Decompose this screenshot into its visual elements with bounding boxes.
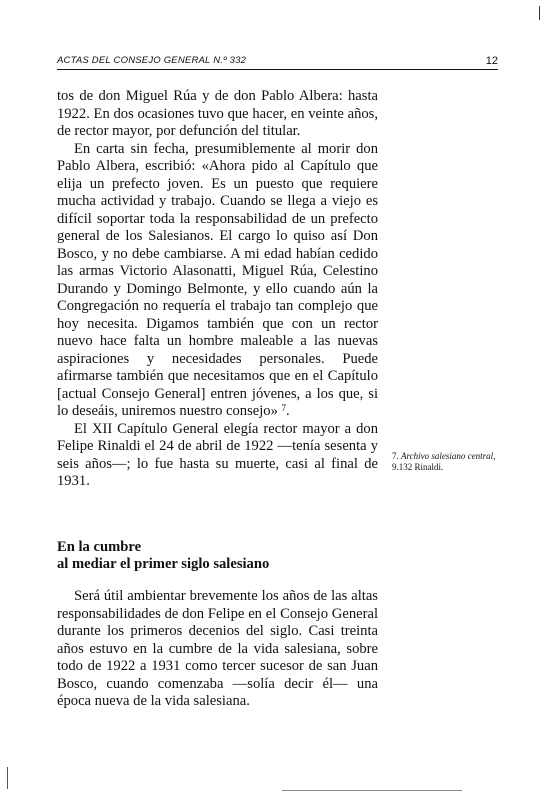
margin-tick-top: [539, 6, 540, 20]
margin-tick-bottom: [7, 767, 8, 789]
section-heading: [57, 539, 387, 573]
page-number: 12: [485, 55, 498, 67]
section-heading-line-1: En la cumbre: [57, 539, 142, 555]
body-text-bottom: [57, 588, 378, 711]
footnote-source: Archivo salesiano central,: [401, 451, 496, 461]
paragraph-1: tos de don Miguel Rúa y de don Pablo Albera: hasta 1922. En dos ocasiones tuvo que hacer, en veinte años, de rector mayor, por defunción del titular.: [57, 88, 378, 139]
paragraph-4: Será útil ambientar brevemente los años de las altas responsabilidades de don Felipe en el Consejo General durante los primeros decenios del siglo. Casi treinta años estuvo en la cumbre de la vida salesiana, sobre todo de 1922 a 1931 como tercer sucesor de san Juan Bosco, cuando comenzaba —solía decir él— una época nueva de la vida salesiana.: [57, 588, 378, 709]
footnote-reference: 7: [281, 403, 287, 413]
running-header-title: ACTAS DEL CONSEJO GENERAL N.º 332: [57, 55, 247, 66]
section-heading-line-2: al mediar el primer siglo salesiano: [57, 556, 270, 572]
paragraph-2: En carta sin fecha, presumiblemente al morir don Pablo Albera, escribió: «Ahora pido al Capítulo que elija un prefecto joven. Es un puesto que requiere mucha actividad y trabajo. Cuando se llega a viejo es difícil soportar toda la responsabilidad de un prefecto general de los Salesianos. El cargo lo quiso así Don Bosco, y no debe cambiarse. A mi edad habían cedido las armas Victorio Alasonatti, Miguel Rúa, Celestino Durando y Domingo Belmonte, y ello cuando aún la Congregación no requería el trabajo tan complejo que hoy necesita. Digamos también que con un rector nuevo hace falta un hombre maleable a las nuevas aspiraciones y necesidades personales. Puede afirmarse también que necesitamos que en el Capítulo [actual Consejo General] entren jóvenes, a los que, si lo deseáis, uniremos nuestro consejo» $^7$.: [57, 140, 378, 419]
header-rule: [57, 69, 498, 70]
footnote-reference-text: 9.132 Rinaldi.: [392, 462, 444, 472]
paragraph-2-text: En carta sin fecha, presumiblemente al morir don Pablo Albera, escribió: «Ahora pido al Capítulo que elija un prefecto joven. Es un puesto que requiere mucha actividad y trabajo. Cuando se llega a viejo es difícil soportar toda la responsabilidad de un prefecto general de los Salesianos. El cargo lo quiso así Don Bosco, y no debe cambiarse. A mi edad habían cedido las armas Victorio Alasonatti, Miguel Rúa, Celestino Durando y Domingo Belmonte, y ello cuando aún la Congregación no requería el trabajo tan complejo que hoy necesita. Digamos también que con un rector nuevo hace falta un hombre maleable a las nuevas aspiraciones y necesidades personales. Puede afirmarse también que necesitamos que en el Capítulo [actual Consejo General] entren jóvenes, a los que, si lo deseáis, uniremos nuestro consejo»: [57, 140, 378, 419]
paragraph-3: El XII Capítulo General elegía rector mayor a don Felipe Rinaldi el 24 de abril de 1922 —tenía sesenta y seis años—; lo fue hasta su muerte, casi al final de 1931.: [57, 420, 378, 489]
footnote-number: 7.: [392, 451, 399, 461]
body-text-top: [57, 88, 378, 491]
footnote: [392, 451, 504, 473]
bottom-rule: [282, 790, 462, 791]
